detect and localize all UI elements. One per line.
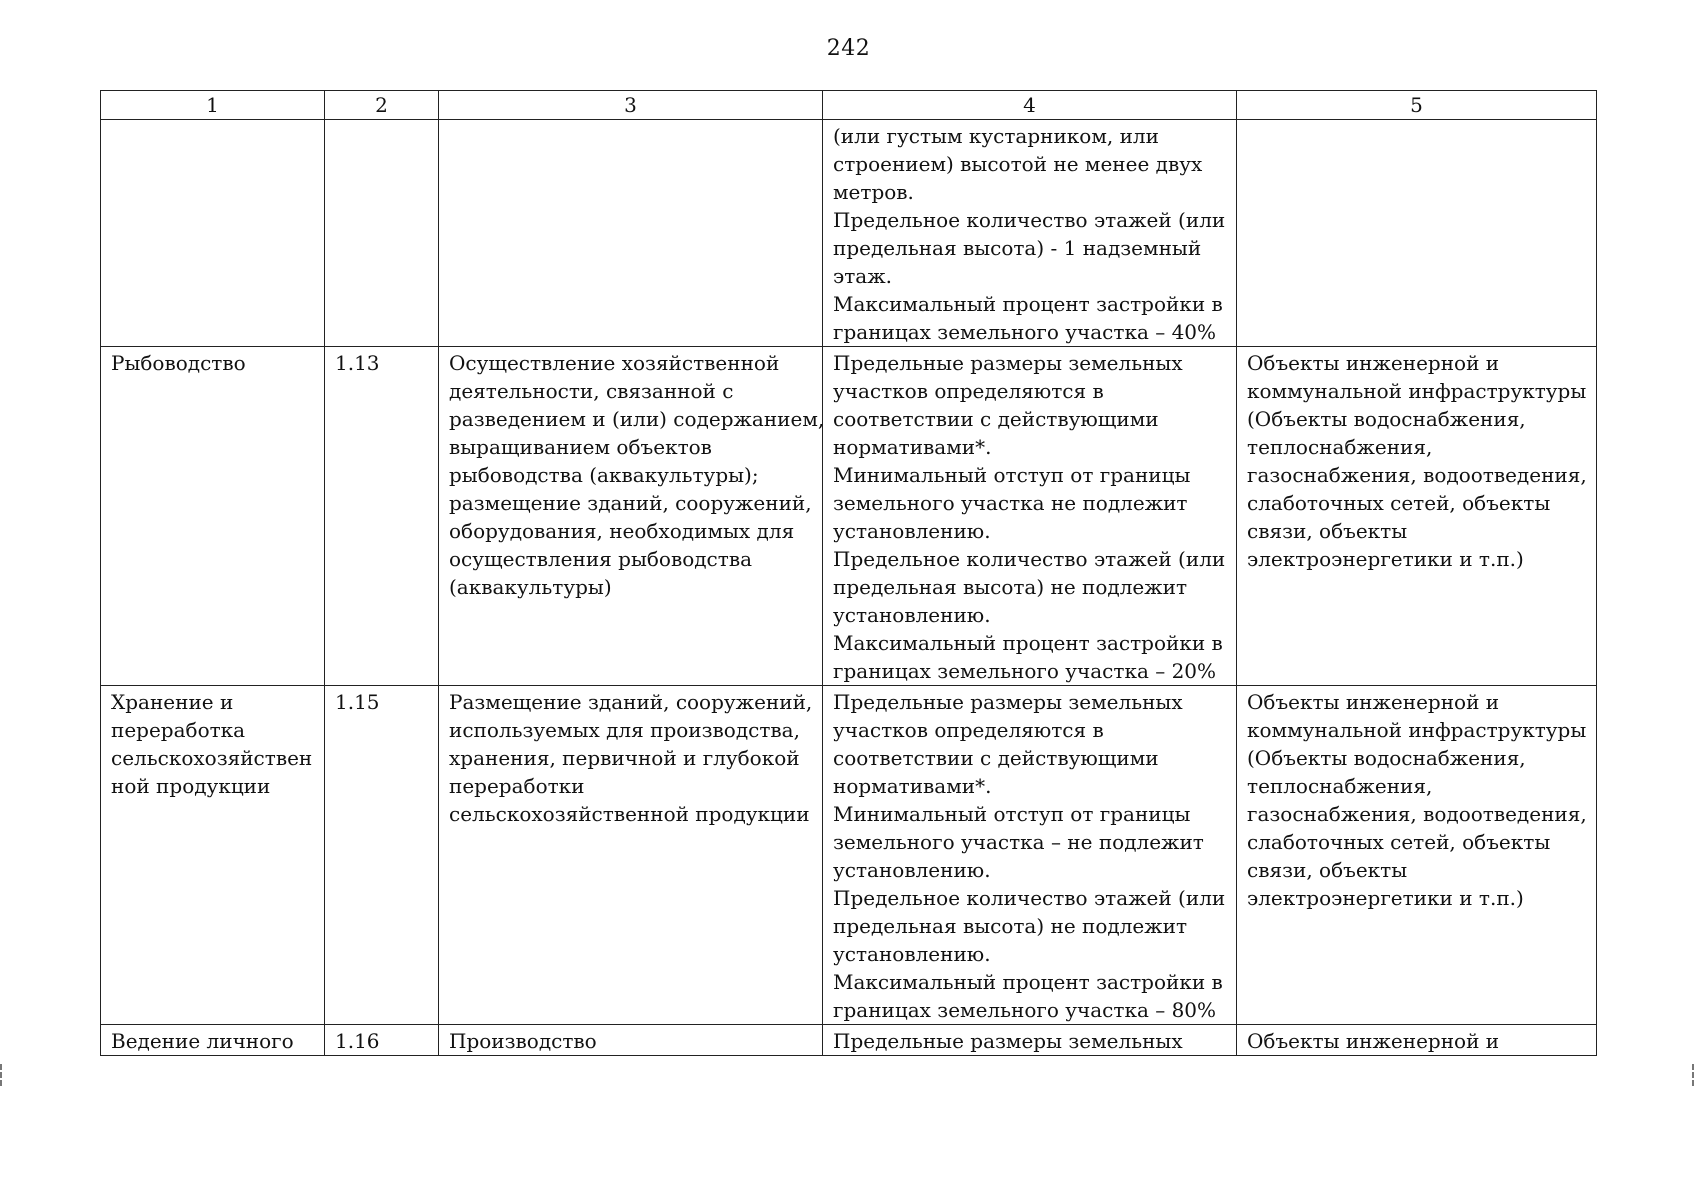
cell-text-line: Производство [449, 1029, 597, 1053]
cell-text-line: (Объекты водоснабжения, [1247, 407, 1526, 431]
cell-text-line: границах земельного участка – 80% [833, 998, 1217, 1022]
use-code-cell [325, 1025, 439, 1056]
cell-text-line: ной продукции [111, 774, 271, 798]
cell-text-line: теплоснабжения, [1247, 435, 1433, 459]
cell-text-line: размещение зданий, сооружений, [449, 491, 812, 515]
cell-text-line: Предельные размеры земельных [833, 351, 1183, 375]
table-row [101, 1025, 1597, 1056]
cell-text-line: газоснабжения, водоотведения, [1247, 463, 1587, 487]
use-name-cell [101, 686, 325, 1025]
cell-text-line: земельного участка не подлежит [833, 491, 1188, 515]
cell-text-line: деятельности, связанной с [449, 379, 734, 403]
cell-text-line: границах земельного участка – 40% [833, 320, 1217, 344]
land-use-table [100, 90, 1597, 1056]
table-header-row [101, 91, 1597, 120]
parameters-cell [823, 120, 1237, 347]
use-name-cell [101, 347, 325, 686]
use-name-cell [101, 1025, 325, 1056]
cell-text-line: связи, объекты [1247, 858, 1408, 882]
cell-text-line: Предельные размеры земельных [833, 1029, 1183, 1053]
cell-text-line: рыбоводства (аквакультуры); [449, 463, 759, 487]
use-description-cell [439, 347, 823, 686]
cell-text-line: Объекты инженерной и [1247, 690, 1500, 714]
cell-text-line: соответствии с действующими [833, 407, 1159, 431]
cell-text-line: строением) высотой не менее двух [833, 152, 1203, 176]
cell-text-line: установлению. [833, 858, 991, 882]
cell-text-line: участков определяются в [833, 718, 1104, 742]
cell-text-line: осуществления рыбоводства [449, 547, 753, 571]
cell-text-line: предельная высота) - 1 надземный [833, 236, 1202, 260]
auxiliary-objects-cell [1237, 347, 1597, 686]
use-code-cell [325, 347, 439, 686]
cell-text-line: Предельные размеры земельных [833, 690, 1183, 714]
cell-text-line: нормативами*. [833, 435, 992, 459]
parameters-cell [823, 1025, 1237, 1056]
cell-text-line: (аквакультуры) [449, 575, 612, 599]
cell-text-line: электроэнергетики и т.п.) [1247, 547, 1524, 571]
cell-text-line: разведением и (или) содержанием, [449, 407, 825, 431]
cell-text-line: Минимальный отступ от границы [833, 802, 1191, 826]
cell-text-line: слаботочных сетей, объекты [1247, 491, 1551, 515]
scan-edge-mark [0, 1064, 4, 1086]
column-header: 1 [101, 91, 325, 120]
auxiliary-objects-cell [1237, 1025, 1597, 1056]
cell-text-line: переработки [449, 774, 585, 798]
cell-text-line: Минимальный отступ от границы [833, 463, 1191, 487]
column-header: 4 [823, 91, 1237, 120]
cell-text-line: предельная высота) не подлежит [833, 914, 1188, 938]
cell-text-line: Максимальный процент застройки в [833, 292, 1223, 316]
cell-text-line: (или густым кустарником, или [833, 124, 1159, 148]
table-row [101, 120, 1597, 347]
cell-text-line: Максимальный процент застройки в [833, 631, 1223, 655]
cell-text-line: предельная высота) не подлежит [833, 575, 1188, 599]
cell-text-line: Предельное количество этажей (или [833, 208, 1226, 232]
cell-text-line: земельного участка – не подлежит [833, 830, 1204, 854]
cell-text-line: Ведение личного [111, 1029, 294, 1053]
cell-text-line: хранения, первичной и глубокой [449, 746, 800, 770]
cell-text-line: используемых для производства, [449, 718, 800, 742]
use-description-cell [439, 120, 823, 347]
parameters-cell [823, 686, 1237, 1025]
cell-text-line: сельскохозяйственной продукции [449, 802, 810, 826]
cell-text-line: установлению. [833, 519, 991, 543]
cell-text-line: связи, объекты [1247, 519, 1408, 543]
cell-text-line: участков определяются в [833, 379, 1104, 403]
cell-text-line: электроэнергетики и т.п.) [1247, 886, 1524, 910]
cell-text-line: установлению. [833, 603, 991, 627]
cell-text-line: метров. [833, 180, 914, 204]
cell-text-line: Осуществление хозяйственной [449, 351, 780, 375]
page-number: 242 [826, 36, 871, 61]
cell-text-line: Размещение зданий, сооружений, [449, 690, 813, 714]
column-header: 5 [1237, 91, 1597, 120]
use-description-cell [439, 686, 823, 1025]
auxiliary-objects-cell [1237, 686, 1597, 1025]
cell-text-line: газоснабжения, водоотведения, [1247, 802, 1587, 826]
cell-text-line: нормативами*. [833, 774, 992, 798]
cell-text-line: Максимальный процент застройки в [833, 970, 1223, 994]
cell-text-line: переработка [111, 718, 246, 742]
scan-edge-mark [1692, 1064, 1696, 1086]
auxiliary-objects-cell [1237, 120, 1597, 347]
cell-text-line: теплоснабжения, [1247, 774, 1433, 798]
parameters-cell [823, 347, 1237, 686]
cell-text-line: Объекты инженерной и [1247, 1029, 1500, 1053]
cell-text-line: (Объекты водоснабжения, [1247, 746, 1526, 770]
cell-text-line: границах земельного участка – 20% [833, 659, 1217, 683]
cell-text-line: этаж. [833, 264, 892, 288]
cell-text-line: Рыбоводство [111, 351, 246, 375]
column-header: 3 [439, 91, 823, 120]
cell-text: 1.15 [335, 690, 380, 714]
use-code-cell [325, 686, 439, 1025]
cell-text-line: Хранение и [111, 690, 234, 714]
column-header: 2 [325, 91, 439, 120]
cell-text-line: сельскохозяйствен [111, 746, 313, 770]
cell-text-line: коммунальной инфраструктуры [1247, 379, 1587, 403]
cell-text-line: коммунальной инфраструктуры [1247, 718, 1587, 742]
cell-text-line: соответствии с действующими [833, 746, 1159, 770]
cell-text-line: оборудования, необходимых для [449, 519, 795, 543]
use-name-cell [101, 120, 325, 347]
cell-text-line: Предельное количество этажей (или [833, 547, 1226, 571]
table-row [101, 686, 1597, 1025]
cell-text-line: слаботочных сетей, объекты [1247, 830, 1551, 854]
cell-text-line: выращиванием объектов [449, 435, 712, 459]
cell-text: 1.13 [335, 351, 380, 375]
cell-text-line: установлению. [833, 942, 991, 966]
use-code-cell [325, 120, 439, 347]
cell-text-line: Объекты инженерной и [1247, 351, 1500, 375]
cell-text: 1.16 [335, 1029, 380, 1053]
use-description-cell [439, 1025, 823, 1056]
cell-text-line: Предельное количество этажей (или [833, 886, 1226, 910]
table-row [101, 347, 1597, 686]
